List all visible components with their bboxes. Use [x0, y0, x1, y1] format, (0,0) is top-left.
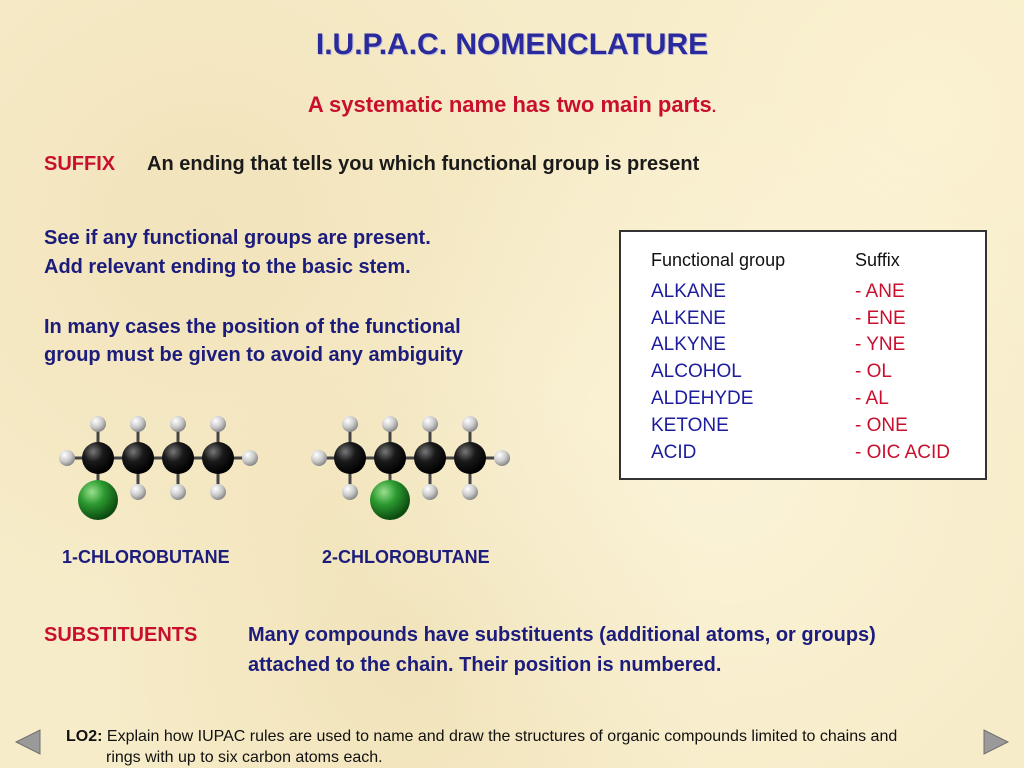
hydrogen-atom [242, 450, 258, 466]
hydrogen-atom [382, 416, 398, 432]
ambiguity-line: In many cases the position of the functional [44, 316, 461, 338]
learning-objective [66, 726, 966, 768]
footer-line: rings with up to six carbon atoms each. [106, 749, 383, 766]
hydrogen-atom [170, 416, 186, 432]
table-cell-group: ALKYNE [651, 334, 726, 355]
carbon-atom [334, 442, 366, 474]
chlorine-atom [78, 480, 118, 520]
carbon-atom [162, 442, 194, 474]
hydrogen-atom [494, 450, 510, 466]
hydrogen-atom [130, 416, 146, 432]
table-cell-suffix: - OL [855, 361, 892, 382]
suffix-label: SUFFIX [44, 153, 116, 175]
table-cell-suffix: - OIC ACID [855, 442, 951, 463]
hydrogen-atom [311, 450, 327, 466]
footer-label: LO2: [66, 728, 103, 745]
molecule-label-1: 1-CHLOROBUTANE [62, 547, 230, 567]
substituents-label: SUBSTITUENTS [44, 624, 198, 646]
table-cell-group: KETONE [651, 415, 729, 436]
footer-line: Explain how IUPAC rules are used to name and draw the structures of organic compounds limited to chains and [106, 728, 898, 745]
hydrogen-atom [90, 416, 106, 432]
carbon-atom [454, 442, 486, 474]
carbon-atom [414, 442, 446, 474]
hydrogen-atom [210, 416, 226, 432]
substituents-line: attached to the chain. Their position is numbered. [248, 654, 722, 676]
subtitle-dot: . [711, 99, 717, 116]
ambiguity-line: group must be given to avoid any ambiguity [44, 344, 463, 366]
hydrogen-atom [130, 484, 146, 500]
table-cell-suffix: - AL [855, 388, 889, 409]
hydrogen-atom [210, 484, 226, 500]
table-cell-group: ACID [651, 442, 697, 463]
suffix-description: An ending that tells you which functional group is present [147, 153, 700, 175]
carbon-atom [374, 442, 406, 474]
table-cell-suffix: - YNE [855, 334, 906, 355]
hydrogen-atom [59, 450, 75, 466]
table-cell-group: ALKANE [651, 281, 726, 302]
instruction-line: See if any functional groups are present. [44, 227, 431, 249]
hydrogen-atom [462, 484, 478, 500]
instructions [44, 224, 431, 282]
hydrogen-atom [170, 484, 186, 500]
table-header-group: Functional group [651, 250, 786, 270]
table-cell-suffix: - ENE [855, 308, 906, 329]
hydrogen-atom [342, 484, 358, 500]
ambiguity-note [44, 313, 463, 369]
substituents-description [248, 620, 876, 680]
table-cell-suffix: - ONE [855, 415, 908, 436]
triangle-left-icon[interactable] [14, 728, 42, 756]
substituents-line: Many compounds have substituents (additional atoms, or groups) [248, 624, 876, 646]
chlorine-atom [370, 480, 410, 520]
table-cell-suffix: - ANE [855, 281, 905, 302]
molecule-label-2: 2-CHLOROBUTANE [322, 547, 490, 567]
triangle-right-icon[interactable] [982, 728, 1010, 756]
carbon-atom [82, 442, 114, 474]
molecule-2-chlorobutane [311, 416, 510, 520]
table-header-suffix: Suffix [855, 250, 900, 270]
hydrogen-atom [422, 416, 438, 432]
subtitle [0, 92, 1024, 118]
table-cell-group: ALCOHOL [651, 361, 742, 382]
hydrogen-atom [422, 484, 438, 500]
carbon-atom [122, 442, 154, 474]
molecule-1-chlorobutane [59, 416, 258, 520]
instruction-line: Add relevant ending to the basic stem. [44, 256, 411, 278]
hydrogen-atom [462, 416, 478, 432]
subtitle-text: A systematic name has two main parts [307, 92, 712, 117]
table-cell-group: ALKENE [651, 308, 726, 329]
table-cell-group: ALDEHYDE [651, 388, 754, 409]
suffix-table [619, 230, 987, 480]
hydrogen-atom [342, 416, 358, 432]
carbon-atom [202, 442, 234, 474]
molecule-diagrams [40, 400, 540, 530]
page-title: I.U.P.A.C. NOMENCLATURE [315, 28, 709, 61]
